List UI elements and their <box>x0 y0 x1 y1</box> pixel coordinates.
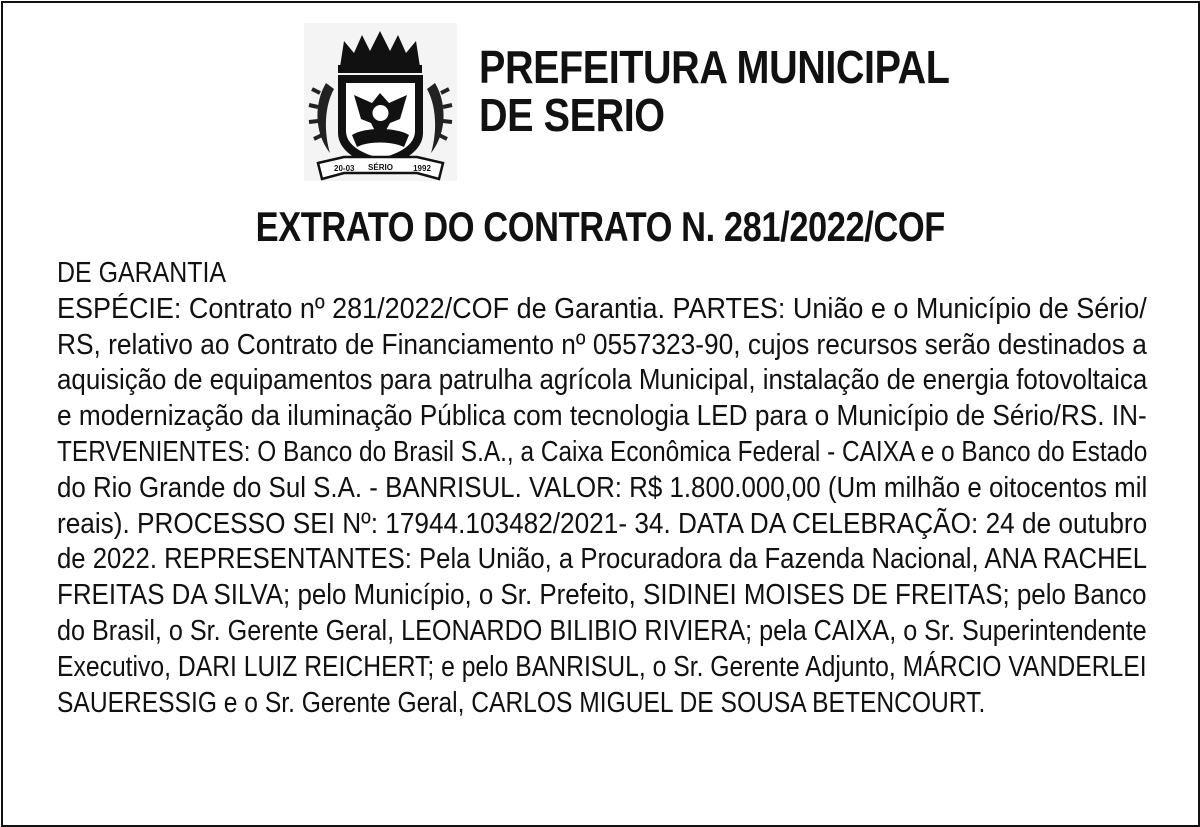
body-line: RS, relativo ao Contrato de Financiamento nº 0557323-90, cujos recursos serão destinados a <box>57 328 1147 361</box>
body-line: TERVENIENTES: O Banco do Brasil S.A., a Caixa Econômica Federal - CAIXA e o Banco do Estado <box>57 435 1148 468</box>
document-title <box>0 202 1200 252</box>
organization-name-line-2: DE SERIO <box>479 89 665 141</box>
body-line: FREITAS DA SILVA; pelo Município, o Sr. Prefeito, SIDINEI MOISES DE FREITAS; pelo Banco <box>57 579 1147 612</box>
organization-name <box>479 43 950 139</box>
crest-right-year: 1992 <box>413 164 431 173</box>
body-line: aquisição de equipamentos para patrulha agrícola Municipal, instalação de energia fotovoltaica <box>57 364 1148 397</box>
document-title-text: EXTRATO DO CONTRATO N. 281/2022/COF <box>255 203 945 250</box>
contract-body <box>57 256 1147 721</box>
body-line: Executivo, DARI LUIZ REICHERT; e pelo BANRISUL, o Sr. Gerente Adjunto, MÁRCIO VANDERLEI <box>57 650 1147 683</box>
crest-center-text: SÉRIO <box>368 163 393 172</box>
municipal-crest-logo <box>304 23 457 181</box>
body-line: ESPÉCIE: Contrato nº 281/2022/COF de Garantia. PARTES: União e o Município de Sério/ <box>57 292 1147 325</box>
body-line: SAUERESSIG e o Sr. Gerente Geral, CARLOS MIGUEL DE SOUSA BETENCOURT. <box>57 686 986 719</box>
header <box>304 22 1026 182</box>
body-line: reais). PROCESSO SEI Nº: 17944.103482/2021- 34. DATA DA CELEBRAÇÃO: 24 de outubro <box>57 507 1148 540</box>
body-line: e modernização da iluminação Pública com tecnologia LED para o Município de Sério/RS. IN- <box>57 400 1147 433</box>
body-line: do Rio Grande do Sul S.A. - BANRISUL. VALOR: R$ 1.800.000,00 (Um milhão e oitocentos mil <box>57 471 1148 504</box>
body-line: de 2022. REPRESENTANTES: Pela União, a Procuradora da Fazenda Nacional, ANA RACHEL <box>57 543 1148 576</box>
crest-icon <box>304 23 457 181</box>
body-line: do Brasil, o Sr. Gerente Geral, LEONARDO BILIBIO RIVIERA; pela CAIXA, o Sr. Superintendente <box>57 614 1147 647</box>
organization-name-line-1: PREFEITURA MUNICIPAL <box>479 41 950 93</box>
crest-left-year: 20-03 <box>334 164 355 173</box>
body-line: DE GARANTIA <box>57 257 227 289</box>
